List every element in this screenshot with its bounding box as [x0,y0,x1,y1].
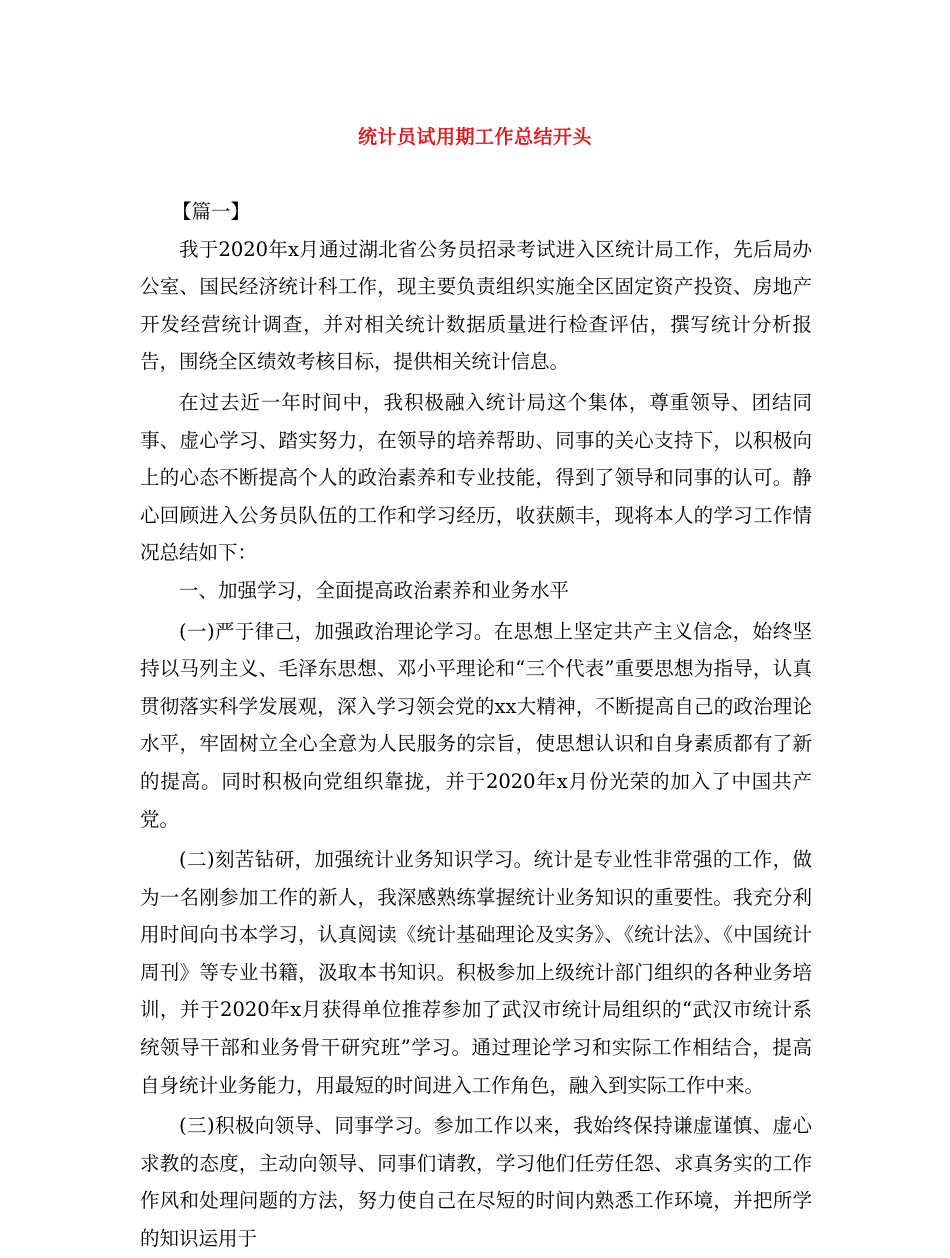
paragraph-overview: 在过去近一年时间中，我积极融入统计局这个集体，尊重领导、团结同事、虚心学习、踏实努力，在领导的培养帮助、同事的关心支持下，以积极向上的心态不断提高个人的政治素养和专业技能，得到了领导和同事的认可。静心回顾进入公务员队伍的工作和学习经历，收获颇丰，现将本人的学习工作情况总结如下： [140,390,812,565]
section-heading-part-one: 【篇一】 [172,200,251,223]
paragraph-intro: 我于2020年x月通过湖北省公务员招录考试进入区统计局工作，先后局办公室、国民经济统计科工作，现主要负责组织实施全区固定资产投资、房地产开发经营统计调查，并对相关统计数据质量进行检查评估，撰写统计分析报告，围绕全区绩效考核目标，提供相关统计信息。 [140,237,812,374]
paragraph-political-theory: (一)严于律己，加强政治理论学习。在思想上坚定共产主义信念，始终坚持以马列主义、毛泽东思想、邓小平理论和“三个代表”重要思想为指导，认真贯彻落实科学发展观，深入学习领会党的xx大精神，不断提高自己的政治理论水平，牢固树立全心全意为人民服务的宗旨，使思想认识和自身素质都有了新的提高。同时积极向党组织靠拢，并于2020年x月份光荣的加入了中国共产党。 [140,619,812,831]
paragraph-statistics-knowledge: (二)刻苦钻研，加强统计业务知识学习。统计是专业性非常强的工作，做为一名刚参加工作的新人，我深感熟练掌握统计业务知识的重要性。我充分利用时间向书本学习，认真阅读《统计基础理论及实务》、《统计法》、《中国统计周刊》等专业书籍，汲取本书知识。积极参加上级统计部门组织的各种业务培训，并于2020年x月获得单位推荐参加了武汉市统计局组织的“武汉市统计系统领导干部和业务骨干研究班”学习。通过理论学习和实际工作相结合，提高自身统计业务能力，用最短的时间进入工作角色，融入到实际工作中来。 [140,848,812,1097]
section-heading-learning: 一、加强学习，全面提高政治素养和业务水平 [179,578,570,602]
document-title: 统计员试用期工作总结开头 [357,126,592,148]
paragraph-learn-from-colleagues: (三)积极向领导、同事学习。参加工作以来，我始终保持谦虚谨慎、虚心求教的态度，主动向领导、同事们请教，学习他们任劳任怨、求真务实的工作作风和处理问题的方法，努力使自己在尽短的时间内熟悉工作环境，并把所学的知识运用于 [140,1114,812,1251]
document-body [140,193,812,1258]
